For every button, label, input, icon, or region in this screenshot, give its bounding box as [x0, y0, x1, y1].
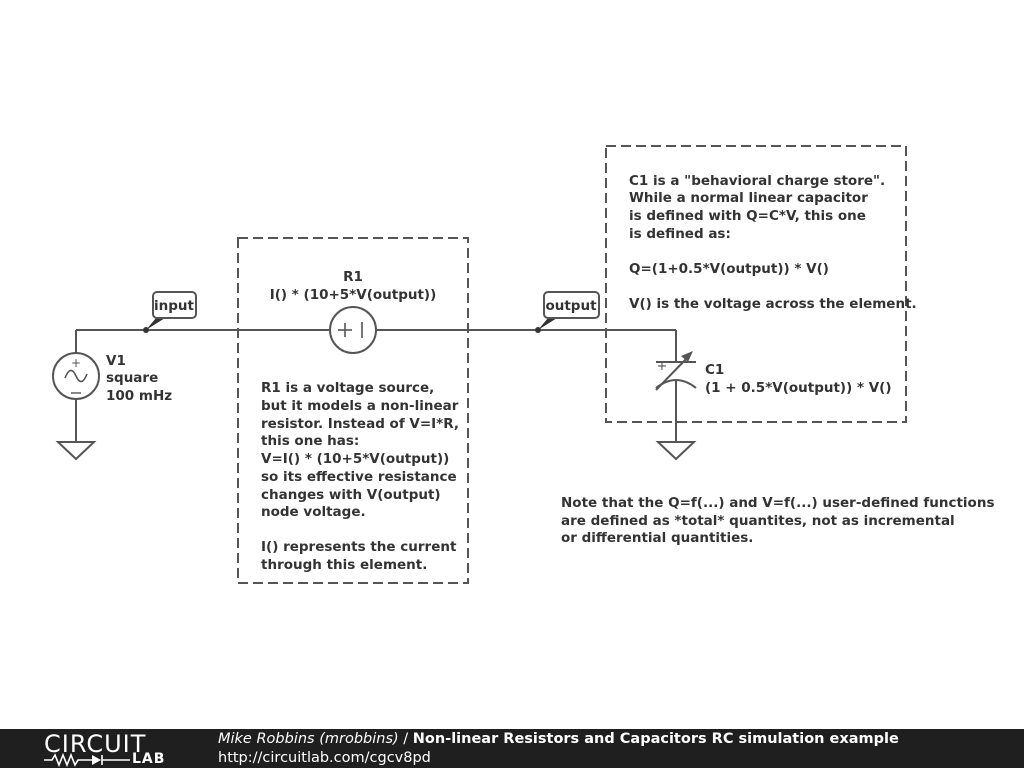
svg-text:+: +	[70, 356, 82, 370]
author-link[interactable]: Mike Robbins (mrobbins)	[218, 731, 399, 747]
footer-bar	[0, 729, 1024, 768]
r1-note-line: so its effective resistance	[261, 469, 457, 485]
c1-note-line: V() is the voltage across the element.	[629, 296, 917, 312]
r1-source-symbol[interactable]	[330, 307, 376, 353]
svg-text:+: +	[656, 359, 668, 374]
circuit-title[interactable]: Non-linear Resistors and Capacitors RC simulation example	[412, 731, 899, 747]
ground-icon-c1	[658, 442, 694, 459]
c1-name-label: C1	[705, 362, 725, 378]
r1-note-line: but it models a non-linear	[261, 398, 459, 414]
r1-note-line: through this element.	[261, 557, 428, 573]
c1-note	[629, 173, 917, 312]
r1-name-label: R1	[343, 269, 363, 285]
c1-note-line: is defined with Q=C*V, this one	[629, 208, 866, 224]
credit-line	[218, 730, 899, 749]
r1-note-line: this one has:	[261, 433, 360, 449]
general-note-line: or differential quantities.	[561, 530, 754, 546]
general-note	[561, 495, 994, 546]
c1-expression-label: (1 + 0.5*V(output)) * V()	[705, 380, 892, 396]
c1-note-line: is defined as:	[629, 226, 731, 242]
net-label-input-text: input	[154, 298, 194, 314]
net-label-input[interactable]	[146, 292, 196, 330]
ground-icon-v1	[58, 442, 94, 459]
c1-note-line: Q=(1+0.5*V(output)) * V()	[629, 261, 829, 277]
credit-separator: /	[398, 731, 413, 747]
v1-name-label: V1	[106, 353, 126, 369]
logo-wordmark: CIRCUIT	[44, 730, 147, 758]
r1-note-line: changes with V(output)	[261, 487, 441, 503]
v1-source-symbol[interactable]	[53, 353, 99, 399]
v1-frequency-label: 100 mHz	[106, 388, 173, 404]
r1-expression-label: I() * (10+5*V(output))	[269, 287, 437, 303]
resistor-diode-logo-icon	[44, 753, 134, 767]
r1-note-line: V=I() * (10+5*V(output))	[261, 451, 450, 467]
net-label-output-text: output	[545, 298, 597, 314]
net-label-output[interactable]	[538, 292, 599, 330]
v1-waveform-label: square	[106, 370, 159, 386]
r1-note-line: resistor. Instead of V=I*R,	[261, 416, 460, 432]
c1-note-line: While a normal linear capacitor	[629, 190, 868, 206]
circuitlab-logo[interactable]	[42, 731, 177, 767]
c1-note-line: C1 is a "behavioral charge store".	[629, 173, 886, 189]
r1-note-line: R1 is a voltage source,	[261, 380, 435, 396]
general-note-line: Note that the Q=f(...) and V=f(...) user-defined functions	[561, 495, 995, 511]
r1-note	[261, 380, 459, 573]
r1-note-line: node voltage.	[261, 504, 366, 520]
circuit-url[interactable]: http://circuitlab.com/cgcv8pd	[218, 750, 431, 766]
logo-lab: LAB	[132, 751, 166, 767]
general-note-line: are defined as *total* quantites, not as incremental	[561, 513, 955, 529]
r1-note-line: I() represents the current	[261, 539, 457, 555]
